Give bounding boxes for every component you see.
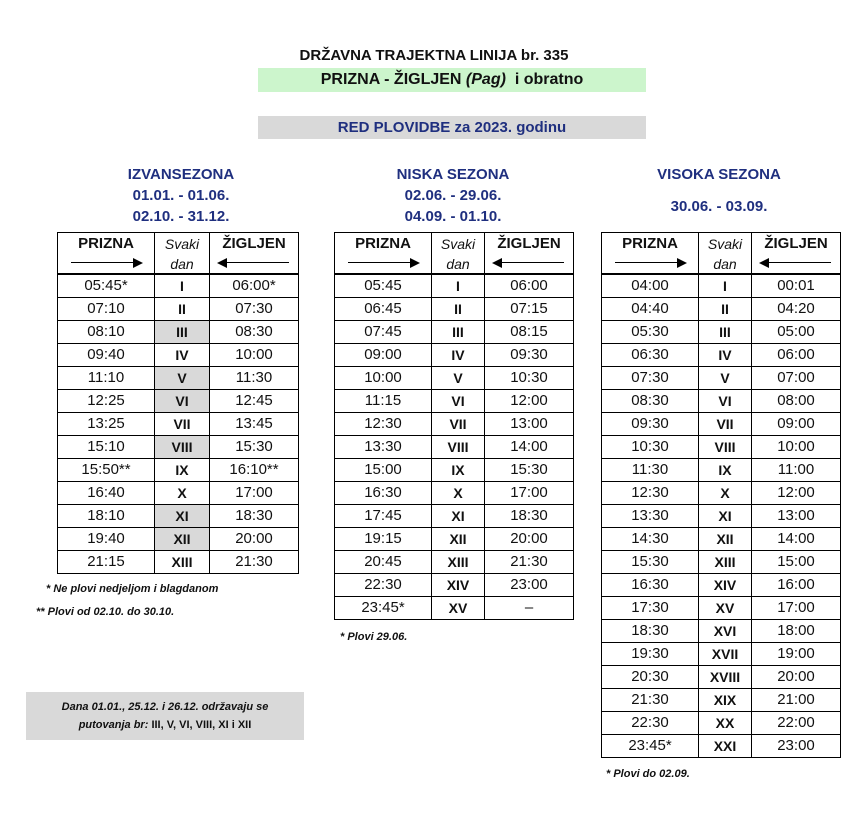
trip-number: I	[432, 274, 485, 298]
header-row-arrows	[58, 255, 299, 274]
departure-zigljen: 07:15	[485, 298, 574, 321]
departure-zigljen: 06:00*	[210, 274, 299, 298]
trip-number: IV	[699, 344, 752, 367]
departure-prizna: 11:30	[602, 459, 699, 482]
departure-zigljen: 20:00	[752, 666, 841, 689]
table-row	[602, 344, 841, 367]
col-header-svaki: Svaki	[699, 233, 752, 256]
arrow-left-icon	[217, 258, 291, 268]
departure-prizna: 09:00	[335, 344, 432, 367]
table-row	[602, 413, 841, 436]
trip-number: XIII	[699, 551, 752, 574]
direction-arrow-cell	[752, 255, 841, 274]
trip-number: XII	[432, 528, 485, 551]
season-heading-izvansezona	[56, 164, 306, 227]
table-row	[602, 274, 841, 298]
col-header-dan: dan	[699, 255, 752, 274]
departure-prizna: 08:30	[602, 390, 699, 413]
trip-number: VII	[432, 413, 485, 436]
departure-prizna: 06:45	[335, 298, 432, 321]
season-name: VISOKA SEZONA	[657, 166, 781, 183]
timetable-visoka	[601, 232, 841, 758]
departure-prizna: 07:45	[335, 321, 432, 344]
trip-number: XV	[699, 597, 752, 620]
trip-number: XV	[432, 597, 485, 620]
departure-prizna: 10:30	[602, 436, 699, 459]
table-row	[58, 274, 299, 298]
table-row	[602, 643, 841, 666]
trip-number: II	[699, 298, 752, 321]
departure-prizna: 12:30	[602, 482, 699, 505]
trip-number: X	[432, 482, 485, 505]
departure-prizna: 16:30	[335, 482, 432, 505]
table-row	[58, 482, 299, 505]
table-row	[335, 597, 574, 620]
trip-number: VII	[699, 413, 752, 436]
table-row	[602, 528, 841, 551]
departure-zigljen: 21:30	[485, 551, 574, 574]
departure-prizna: 19:30	[602, 643, 699, 666]
table-row	[602, 574, 841, 597]
season-name: NISKA SEZONA	[396, 166, 510, 183]
trip-number: V	[155, 367, 210, 390]
departure-zigljen: 15:30	[485, 459, 574, 482]
trip-number: I	[155, 274, 210, 298]
note-visoka: * Plovi do 02.09.	[606, 768, 690, 780]
departure-zigljen: 09:00	[752, 413, 841, 436]
trip-number: III	[155, 321, 210, 344]
departure-prizna: 19:40	[58, 528, 155, 551]
departure-prizna: 14:30	[602, 528, 699, 551]
trip-number: IX	[699, 459, 752, 482]
table-row	[58, 390, 299, 413]
table-row	[335, 574, 574, 597]
departure-zigljen: 21:00	[752, 689, 841, 712]
note-izvansezona-2: ** Plovi od 02.10. do 30.10.	[36, 606, 175, 618]
departure-zigljen: 21:30	[210, 551, 299, 574]
departure-prizna: 17:30	[602, 597, 699, 620]
header-row-arrows	[335, 255, 574, 274]
trip-number: XVIII	[699, 666, 752, 689]
table-row	[602, 505, 841, 528]
trip-number: III	[699, 321, 752, 344]
table-row	[335, 344, 574, 367]
table-row	[602, 712, 841, 735]
departure-prizna: 19:15	[335, 528, 432, 551]
arrow-right-icon	[613, 258, 687, 268]
departure-prizna: 04:40	[602, 298, 699, 321]
departure-prizna: 15:10	[58, 436, 155, 459]
season-dates-1: 30.06. - 03.09.	[670, 198, 768, 215]
header-row	[602, 233, 841, 256]
col-header-prizna: PRIZNA	[602, 233, 699, 256]
trip-number: XIX	[699, 689, 752, 712]
departure-zigljen: 13:45	[210, 413, 299, 436]
holiday-note-line2b: III, V, VI, VIII, XI i XII	[151, 719, 252, 731]
trip-number: II	[432, 298, 485, 321]
table-row	[58, 436, 299, 459]
departure-prizna: 05:30	[602, 321, 699, 344]
departure-zigljen: 08:30	[210, 321, 299, 344]
departure-prizna: 06:30	[602, 344, 699, 367]
trip-number: XII	[699, 528, 752, 551]
table-row	[335, 505, 574, 528]
trip-number: XIII	[432, 551, 485, 574]
departure-zigljen: 22:00	[752, 712, 841, 735]
departure-prizna: 05:45	[335, 274, 432, 298]
table-row	[58, 528, 299, 551]
departure-zigljen: 07:30	[210, 298, 299, 321]
departure-prizna: 15:30	[602, 551, 699, 574]
trip-number: II	[155, 298, 210, 321]
trip-number: XXI	[699, 735, 752, 758]
departure-zigljen: 18:30	[210, 505, 299, 528]
departure-zigljen: 08:15	[485, 321, 574, 344]
arrow-right-icon	[346, 258, 420, 268]
departure-zigljen: 10:30	[485, 367, 574, 390]
departure-zigljen: 14:00	[485, 436, 574, 459]
trip-number: IX	[432, 459, 485, 482]
table-row	[602, 390, 841, 413]
table-row	[58, 344, 299, 367]
trip-number: X	[155, 482, 210, 505]
col-header-zigljen: ŽIGLJEN	[485, 233, 574, 256]
departure-prizna: 10:00	[335, 367, 432, 390]
departure-zigljen: 13:00	[752, 505, 841, 528]
departure-zigljen: 12:00	[485, 390, 574, 413]
header-row	[58, 233, 299, 256]
col-header-zigljen: ŽIGLJEN	[752, 233, 841, 256]
trip-number: X	[699, 482, 752, 505]
departure-prizna: 13:25	[58, 413, 155, 436]
departure-prizna: 09:30	[602, 413, 699, 436]
departure-prizna: 05:45*	[58, 274, 155, 298]
trip-number: IV	[432, 344, 485, 367]
holiday-note-box	[26, 692, 304, 740]
trip-number: XIV	[432, 574, 485, 597]
trip-number: IV	[155, 344, 210, 367]
trip-number: VI	[155, 390, 210, 413]
departure-prizna: 16:30	[602, 574, 699, 597]
table-row	[58, 459, 299, 482]
departure-prizna: 16:40	[58, 482, 155, 505]
departure-zigljen: 12:00	[752, 482, 841, 505]
departure-zigljen: 16:10**	[210, 459, 299, 482]
departure-prizna: 20:45	[335, 551, 432, 574]
departure-prizna: 13:30	[602, 505, 699, 528]
table-row	[335, 528, 574, 551]
season-dates-2: 02.10. - 31.12.	[132, 208, 230, 225]
trip-number: V	[699, 367, 752, 390]
departure-prizna: 11:15	[335, 390, 432, 413]
season-heading-niska	[328, 164, 578, 227]
departure-zigljen: 17:00	[485, 482, 574, 505]
departure-prizna: 11:10	[58, 367, 155, 390]
direction-arrow-cell	[335, 255, 432, 274]
departure-zigljen: 06:00	[752, 344, 841, 367]
trip-number: VI	[432, 390, 485, 413]
col-header-prizna: PRIZNA	[335, 233, 432, 256]
route-part-a: PRIZNA - ŽIGLJEN	[320, 71, 466, 88]
departure-zigljen: –	[485, 597, 574, 620]
departure-prizna: 07:30	[602, 367, 699, 390]
departure-zigljen: 23:00	[485, 574, 574, 597]
table-row	[58, 551, 299, 574]
table-row	[602, 436, 841, 459]
departure-zigljen: 17:00	[752, 597, 841, 620]
departure-zigljen: 06:00	[485, 274, 574, 298]
departure-prizna: 18:30	[602, 620, 699, 643]
line-title: DRŽAVNA TRAJEKTNA LINIJA br. 335	[299, 47, 569, 64]
col-header-zigljen: ŽIGLJEN	[210, 233, 299, 256]
departure-zigljen: 05:00	[752, 321, 841, 344]
departure-prizna: 17:45	[335, 505, 432, 528]
departure-prizna: 18:10	[58, 505, 155, 528]
holiday-note-line2a: putovanja br:	[78, 719, 152, 731]
departure-prizna: 04:00	[602, 274, 699, 298]
table-row	[602, 689, 841, 712]
table-row	[335, 321, 574, 344]
table-row	[335, 482, 574, 505]
holiday-note-line1: Dana 01.01., 25.12. i 26.12. održavaju se	[61, 701, 269, 713]
departure-zigljen: 09:30	[485, 344, 574, 367]
note-izvansezona-1: * Ne plovi nedjeljom i blagdanom	[46, 583, 219, 595]
note-niska: * Plovi 29.06.	[340, 631, 408, 643]
departure-zigljen: 10:00	[210, 344, 299, 367]
departure-zigljen: 13:00	[485, 413, 574, 436]
departure-zigljen: 17:00	[210, 482, 299, 505]
direction-arrow-cell	[58, 255, 155, 274]
table-row	[58, 321, 299, 344]
trip-number: XIII	[155, 551, 210, 574]
departure-zigljen: 04:20	[752, 298, 841, 321]
table-row	[58, 505, 299, 528]
departure-zigljen: 16:00	[752, 574, 841, 597]
col-header-svaki: Svaki	[155, 233, 210, 256]
table-row	[335, 413, 574, 436]
trip-number: VII	[155, 413, 210, 436]
departure-prizna: 22:30	[602, 712, 699, 735]
table-row	[58, 367, 299, 390]
departure-zigljen: 12:45	[210, 390, 299, 413]
season-dates-2: 04.09. - 01.10.	[404, 208, 502, 225]
departure-zigljen: 15:00	[752, 551, 841, 574]
trip-number: XVI	[699, 620, 752, 643]
departure-prizna: 09:40	[58, 344, 155, 367]
trip-number: VIII	[155, 436, 210, 459]
table-row	[335, 298, 574, 321]
schedule-subtitle: RED PLOVIDBE za 2023. godinu	[258, 116, 646, 139]
header-row	[335, 233, 574, 256]
trip-number: XX	[699, 712, 752, 735]
departure-zigljen: 23:00	[752, 735, 841, 758]
table-row	[335, 390, 574, 413]
departure-zigljen: 07:00	[752, 367, 841, 390]
arrow-left-icon	[759, 258, 833, 268]
trip-number: XI	[432, 505, 485, 528]
table-row	[602, 482, 841, 505]
trip-number: VIII	[699, 436, 752, 459]
col-header-dan: dan	[432, 255, 485, 274]
trip-number: I	[699, 274, 752, 298]
direction-arrow-cell	[485, 255, 574, 274]
departure-zigljen: 19:00	[752, 643, 841, 666]
route-pag: (Pag)	[465, 71, 506, 88]
departure-zigljen: 11:00	[752, 459, 841, 482]
table-row	[58, 298, 299, 321]
departure-prizna: 22:30	[335, 574, 432, 597]
season-name: IZVANSEZONA	[127, 166, 235, 183]
table-row	[602, 666, 841, 689]
table-row	[602, 298, 841, 321]
departure-zigljen: 14:00	[752, 528, 841, 551]
trip-number: III	[432, 321, 485, 344]
season-dates-1: 01.01. - 01.06.	[132, 187, 230, 204]
table-row	[335, 274, 574, 298]
departure-prizna: 21:30	[602, 689, 699, 712]
departure-zigljen: 08:00	[752, 390, 841, 413]
trip-number: VI	[699, 390, 752, 413]
route-part-b: i obratno	[505, 71, 584, 88]
departure-prizna: 20:30	[602, 666, 699, 689]
table-row	[335, 367, 574, 390]
direction-arrow-cell	[210, 255, 299, 274]
table-row	[602, 459, 841, 482]
trip-number: VIII	[432, 436, 485, 459]
arrow-right-icon	[69, 258, 143, 268]
col-header-svaki: Svaki	[432, 233, 485, 256]
header-row-arrows	[602, 255, 841, 274]
trip-number: IX	[155, 459, 210, 482]
departure-prizna: 15:50**	[58, 459, 155, 482]
timetable-izvansezona	[57, 232, 299, 574]
departure-zigljen: 20:00	[485, 528, 574, 551]
table-row	[602, 597, 841, 620]
table-row	[58, 413, 299, 436]
departure-zigljen: 15:30	[210, 436, 299, 459]
table-row	[335, 551, 574, 574]
table-row	[335, 436, 574, 459]
table-row	[602, 367, 841, 390]
season-heading-visoka	[594, 164, 844, 217]
departure-prizna: 21:15	[58, 551, 155, 574]
trip-number: XII	[155, 528, 210, 551]
route-title	[258, 68, 646, 92]
arrow-left-icon	[492, 258, 566, 268]
timetable-niska	[334, 232, 574, 620]
departure-prizna: 13:30	[335, 436, 432, 459]
col-header-prizna: PRIZNA	[58, 233, 155, 256]
departure-zigljen: 18:30	[485, 505, 574, 528]
departure-prizna: 08:10	[58, 321, 155, 344]
departure-zigljen: 18:00	[752, 620, 841, 643]
trip-number: XI	[699, 505, 752, 528]
table-row	[602, 551, 841, 574]
trip-number: XIV	[699, 574, 752, 597]
departure-prizna: 23:45*	[602, 735, 699, 758]
departure-prizna: 07:10	[58, 298, 155, 321]
table-row	[602, 735, 841, 758]
departure-prizna: 12:25	[58, 390, 155, 413]
col-header-dan: dan	[155, 255, 210, 274]
departure-prizna: 12:30	[335, 413, 432, 436]
departure-zigljen: 20:00	[210, 528, 299, 551]
trip-number: V	[432, 367, 485, 390]
trip-number: XI	[155, 505, 210, 528]
departure-prizna: 15:00	[335, 459, 432, 482]
direction-arrow-cell	[602, 255, 699, 274]
departure-zigljen: 11:30	[210, 367, 299, 390]
departure-prizna: 23:45*	[335, 597, 432, 620]
season-dates-1: 02.06. - 29.06.	[404, 187, 502, 204]
departure-zigljen: 00:01	[752, 274, 841, 298]
trip-number: XVII	[699, 643, 752, 666]
departure-zigljen: 10:00	[752, 436, 841, 459]
table-row	[602, 321, 841, 344]
table-row	[602, 620, 841, 643]
table-row	[335, 459, 574, 482]
